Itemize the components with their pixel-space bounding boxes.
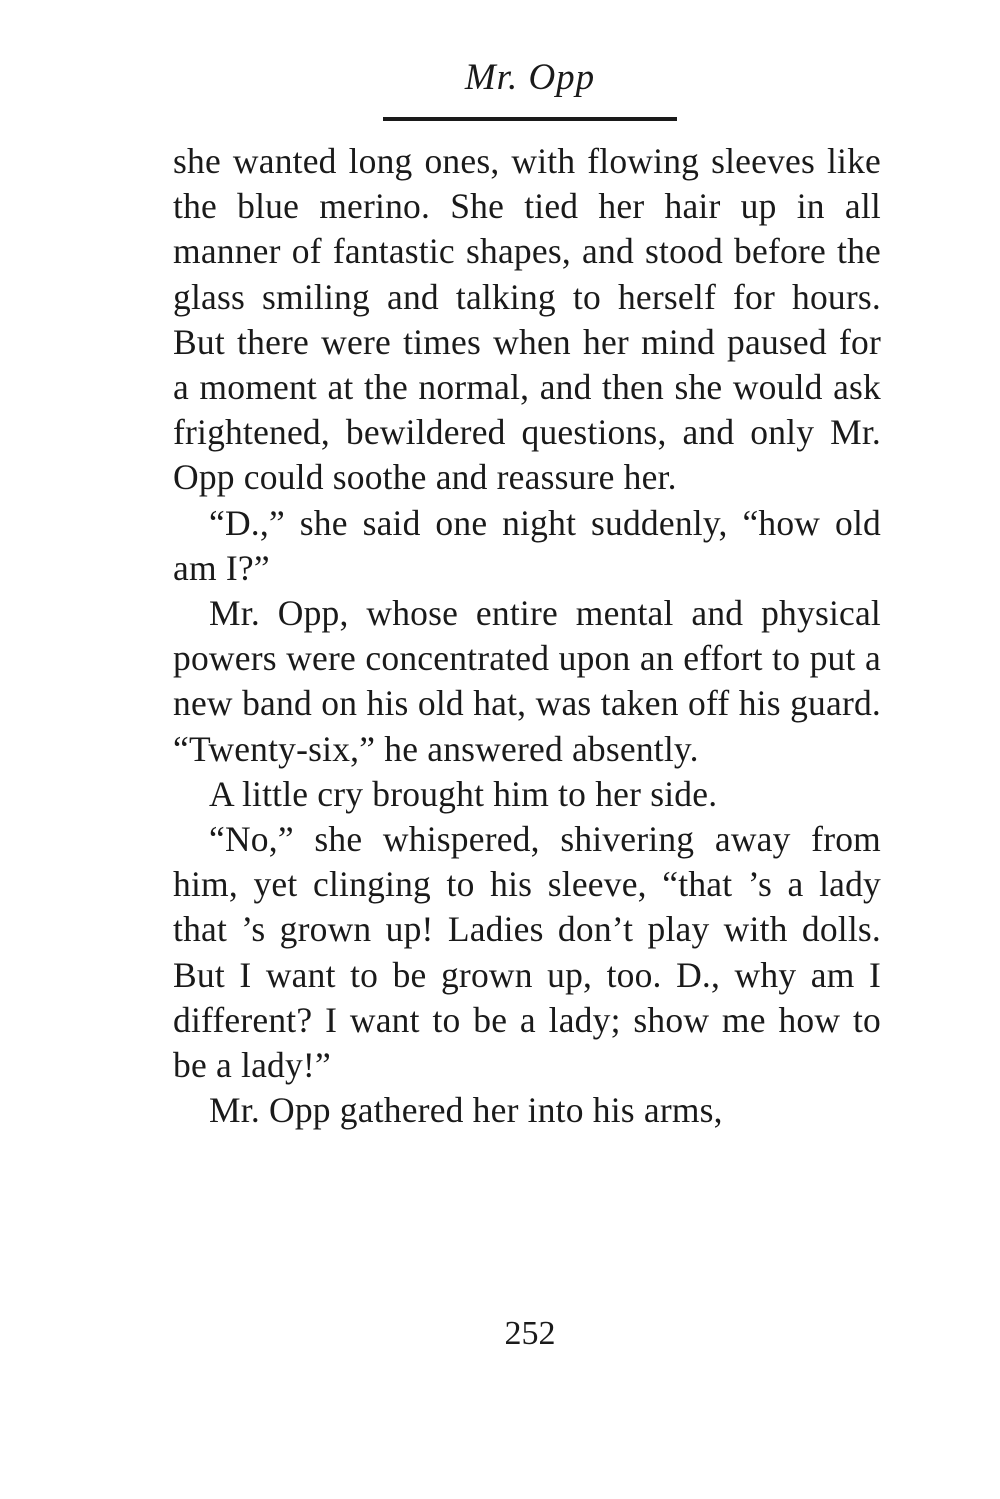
header-rule (383, 117, 677, 121)
paragraph-4: A little cry brought him to her side. (209, 773, 718, 814)
paragraph-6: Mr. Opp gathered her into his arms, (209, 1090, 723, 1131)
paragraph-2: “D.,” she said one night suddenly, “how old am I?” (173, 502, 881, 588)
paragraph-3: Mr. Opp, whose entire mental and physical powers were concentrated upon an effort to put a new band on his old hat, was taken off his guard. “Twenty-six,” he answered absently. (173, 593, 881, 769)
body-text (173, 139, 881, 1133)
paragraph-5: “No,” she whispered, shivering away from him, yet clinging to his sleeve, “that ’s a lady that ’s grown up! Ladies don’t play with dolls. But I want to be grown up, too. D., why am I different? I want to be a lady; show me how to be a lady!” (173, 819, 881, 1086)
paragraph-1: she wanted long ones, with flowing sleeves like the blue merino. She tied her hair up in all manner of fantastic shapes, and stood before the glass smiling and talking to herself for hours. But there were times when her mind paused for a moment at the normal, and then she would ask frightened, bewildered questions, and only Mr. Opp could soothe and reassure her. (173, 141, 881, 498)
page-number: 252 (504, 1315, 556, 1352)
running-head: Mr. Opp (464, 57, 596, 98)
